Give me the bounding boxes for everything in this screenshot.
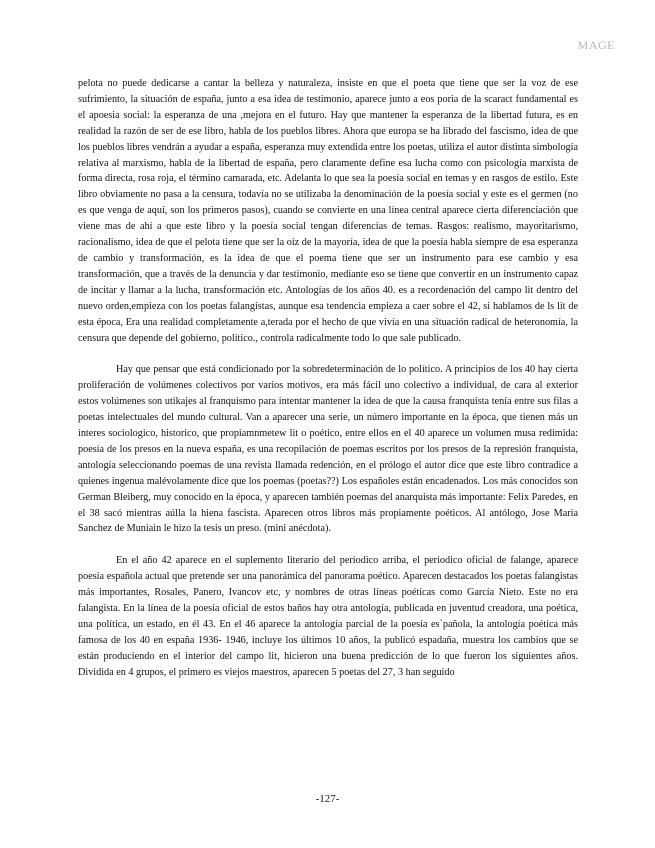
paragraph-2: Hay que pensar que está condicionado por la sobredeterminación de lo político. A principios de los 40 hay cierta proliferación de volúmenes colectivos por varios motivos, era más fácil uno colectivo a individual, de cara al exterior estos volúmenes son utikajes al franquismo para intentar mantener la idea de que la causa franquista tenía entre sus filas a poetas intelectuales del mundo cultural. Van a aparecer una serie, un número importante en la época, que tienen más un interes sociologico, historico, que propiamnmetew lit o poético, entre ellos en el 40 aparece un volumen musa redimida: poesía de los presos en la nueva españa, es una recopilación de poemas escritos por los presos de la represión franquista, antología seleccionando poemas de una revista llamada redención, en el prólogo el autor dice que este libro contradice a quienes ingenua malévolamente dice que los poemas (poetas??) Los españoles están encadenados. Los más conocidos son German Bleiberg, muy conocido en la época, y aparecen también poemas del anarquista más importante: Felix Paredes, en el 38 sacó mientras aúlla la hiena fascista. Aparecen otros libros más propiamente poéticos. Al antólogo, Jose Maria Sanchez de Muniain le hizo la tesis un preso. (mini anécdota). (78, 364, 578, 535)
running-header: MAGE (577, 38, 615, 52)
page-body (78, 76, 578, 681)
page-number: -127- (315, 793, 340, 805)
paragraph-1: pelota no puede dedicarse a cantar la belleza y naturaleza, insiste en que el poeta que tiene que ser la voz de ese sufrimiento, la situación de españa, junto a esa idea de testimonio, aparece junto a eos poria de la scaract fundamental es el apoesia social: la esperanza de una ,mejora en el futuro. Hay que mantener la esperanza de la libertad futura, es en realidad la razón de ser de ese libro, habla de los pueblos libres. Ahora que europa se ha librado del fascismo, idea de que los pueblos libres vendrán a ayudar a españa, esperanza muy extendida entre los poetas, utiliza el autor distinta simbología relativa al marxismo, habla de la libertad de españa, pero claramente define esa lucha como con psicología marxista de forma directa, rosa roja, el término camarada, etc. Adelanta lo que sea la poesía social en temas y en rasgos de estilo. Este libro obviamente no pasa a la censura, todavía no se utilizaba la denominación de la poesía social y este es el germen (no es que venga de aquí, son los primeros pasos), cuando se convierte en una línea central aparece cierta diferenciación que viene mas de ahí a que este libro y la poesía social tengan diferencias de temas. Rasgos: realismo, mayoritarismo, racionalismo, idea de que el pelota tiene que ser la oiz de la mayoría, idea de que la poesía habla siempre de esa esperanza de cambio y transformación, es la idea de que el poema tiene que ser un instrumento para ese cambio y esa transformación, que a través de la denuncia y dar testimonio, mediante eso se tiene que convertir en un instrumento capaz de incitar y llamar a la lucha, transformación etc. Antologías de los años 40. es a recordenación del campo lit dentro del nuevo orden,empieza con los poetas falangistas, aunque esa tendencia empieza a caer sobre el 42, si hablamos de ls lit de esta época, Era una realidad completamente a,terada por el hecho de que vivía en una situación radical de heteronomía, la censura que depende del gobierno, político., controla radicalmente todo lo que sale publicado. (78, 78, 578, 344)
paragraph-3: En el año 42 aparece en el suplemento literario del periodico arriba, el periodico oficial de falange, aparece poesía española actual que pretende ser una panorámica del panorama poético. Aparecen destacados los poetas falangistas más importantes, Rosales, Panero, Ivancov etc, y nombres de otras líneas poéticas como García Nieto. Este no era falangista. En la línea de la poesía oficial de estos baños hay otra antología, publicada en juventud creadora, una poética, una política, un estado, en él 43. En el 46 aparece la antología parcial de la poesía es`pañola, la antología poética más famosa de los 40 en españa 1936- 1946, incluye los últimos 10 años, la publicó espadaña, muestra los cambios que se están produciendo en el interior del campo lit, hicieron una buena predicción de lo que fueron los siguientes años. Dividida en 4 grupos, el primero es viejos maestros, aparecen 5 poetas del 27, 3 han seguido (78, 555, 578, 678)
